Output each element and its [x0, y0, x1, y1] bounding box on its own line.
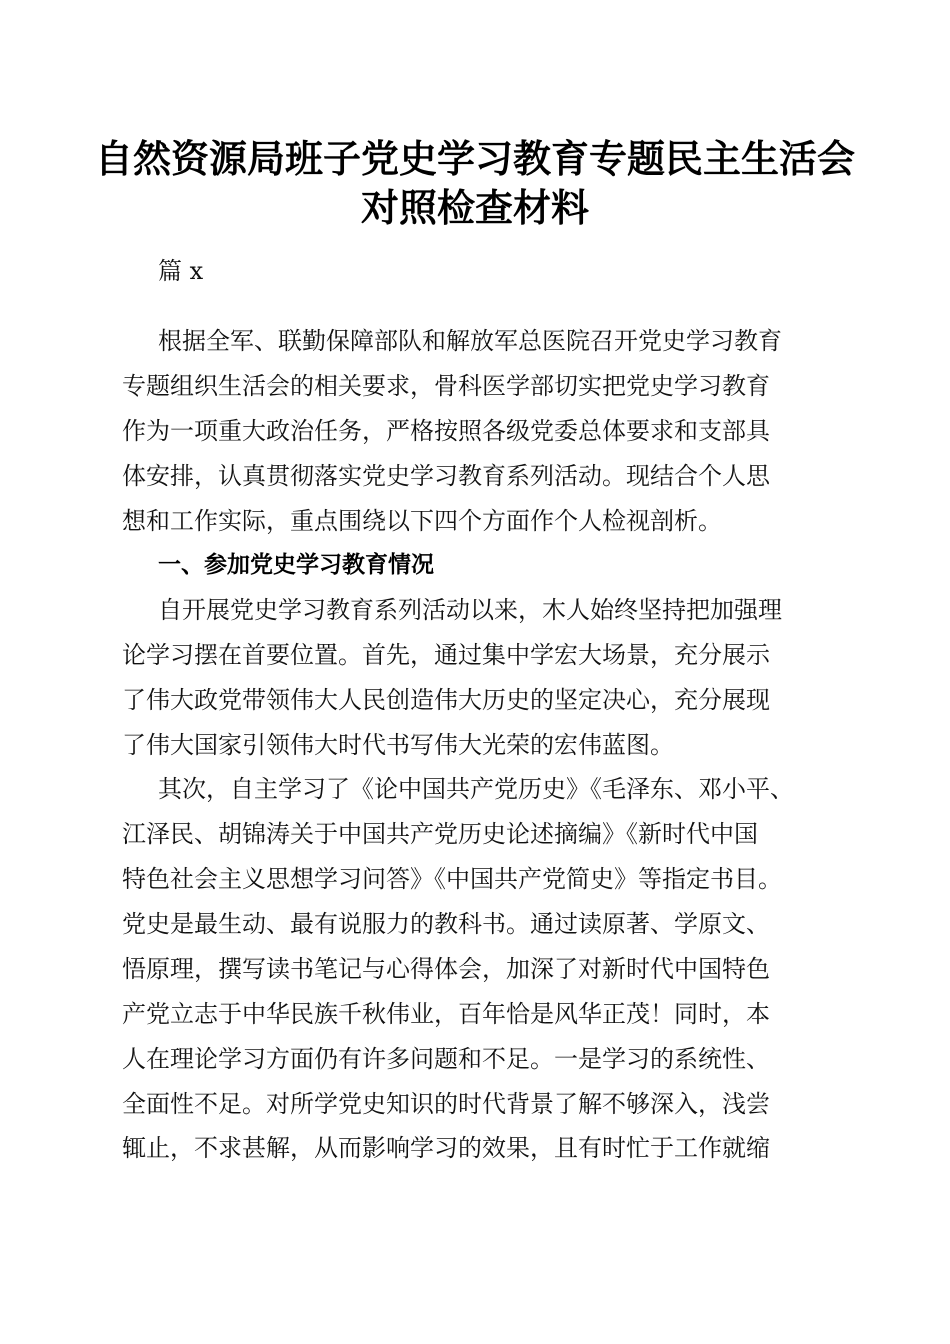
- paragraph-line: 专题组织生活会的相关要求，骨科医学部切实把党史学习教育: [122, 372, 770, 400]
- paragraph-line: 作为一项重大政治任务，严格按照各级党委总体要求和支部具: [122, 417, 770, 445]
- document-title-line-2: 对照检查材料: [360, 185, 589, 230]
- paragraph-line: 了伟大国家引领伟大时代书写伟大光荣的宏伟蓝图。: [122, 731, 674, 759]
- document-title-line-1: 自然资源局班子党史学习教育专题民主生活会: [94, 136, 855, 181]
- paragraph-line: 了伟大政党带领伟大人民创造伟大历史的坚定决心，充分展现: [122, 686, 770, 714]
- section-heading: 一、参加党史学习教育情况: [158, 552, 434, 578]
- paragraph-line: 其次，自主学习了《论中国共产党历史》《毛泽东、邓小平、: [158, 775, 794, 803]
- paragraph-line: 根据全军、联勤保障部队和解放军总医院召开党史学习教育: [158, 327, 782, 355]
- paragraph-line: 人在理论学习方面仍有许多问题和不足。一是学习的系统性、: [122, 1045, 770, 1073]
- paragraph-line: 自开展党史学习教育系列活动以来，木人始终坚持把加强理: [158, 596, 782, 624]
- paragraph-line: 体安排，认真贯彻落实党史学习教育系列活动。现结合个人思: [122, 462, 770, 490]
- paragraph-line: 想和工作实际，重点围绕以下四个方面作个人检视剖析。: [122, 507, 722, 535]
- paragraph-line: 党史是最生动、最有说服力的教科书。通过读原著、学原文、: [122, 910, 770, 938]
- paragraph-line: 产党立志于中华民族千秋伟业，百年恰是风华正茂！同时，本: [122, 1000, 770, 1028]
- paragraph-line: 论学习摆在首要位置。首先，通过集中学宏大场景，充分展示: [122, 641, 770, 669]
- paragraph-line: 全面性不足。对所学党史知识的时代背景了解不够深入，浅尝: [122, 1090, 770, 1118]
- paragraph-line: 辄止，不求甚解，从而影响学习的效果，且有时忙于工作就缩: [122, 1134, 770, 1162]
- section-label: 篇 x: [158, 257, 204, 285]
- paragraph-line: 悟原理，撰写读书笔记与心得体会，加深了对新时代中国特色: [122, 955, 770, 983]
- paragraph-line: 江泽民、胡锦涛关于中国共产党历史论述摘编》《新时代中国: [122, 820, 758, 848]
- paragraph-line: 特色社会主义思想学习问答》《中国共产党简史》等指定书目。: [122, 865, 782, 893]
